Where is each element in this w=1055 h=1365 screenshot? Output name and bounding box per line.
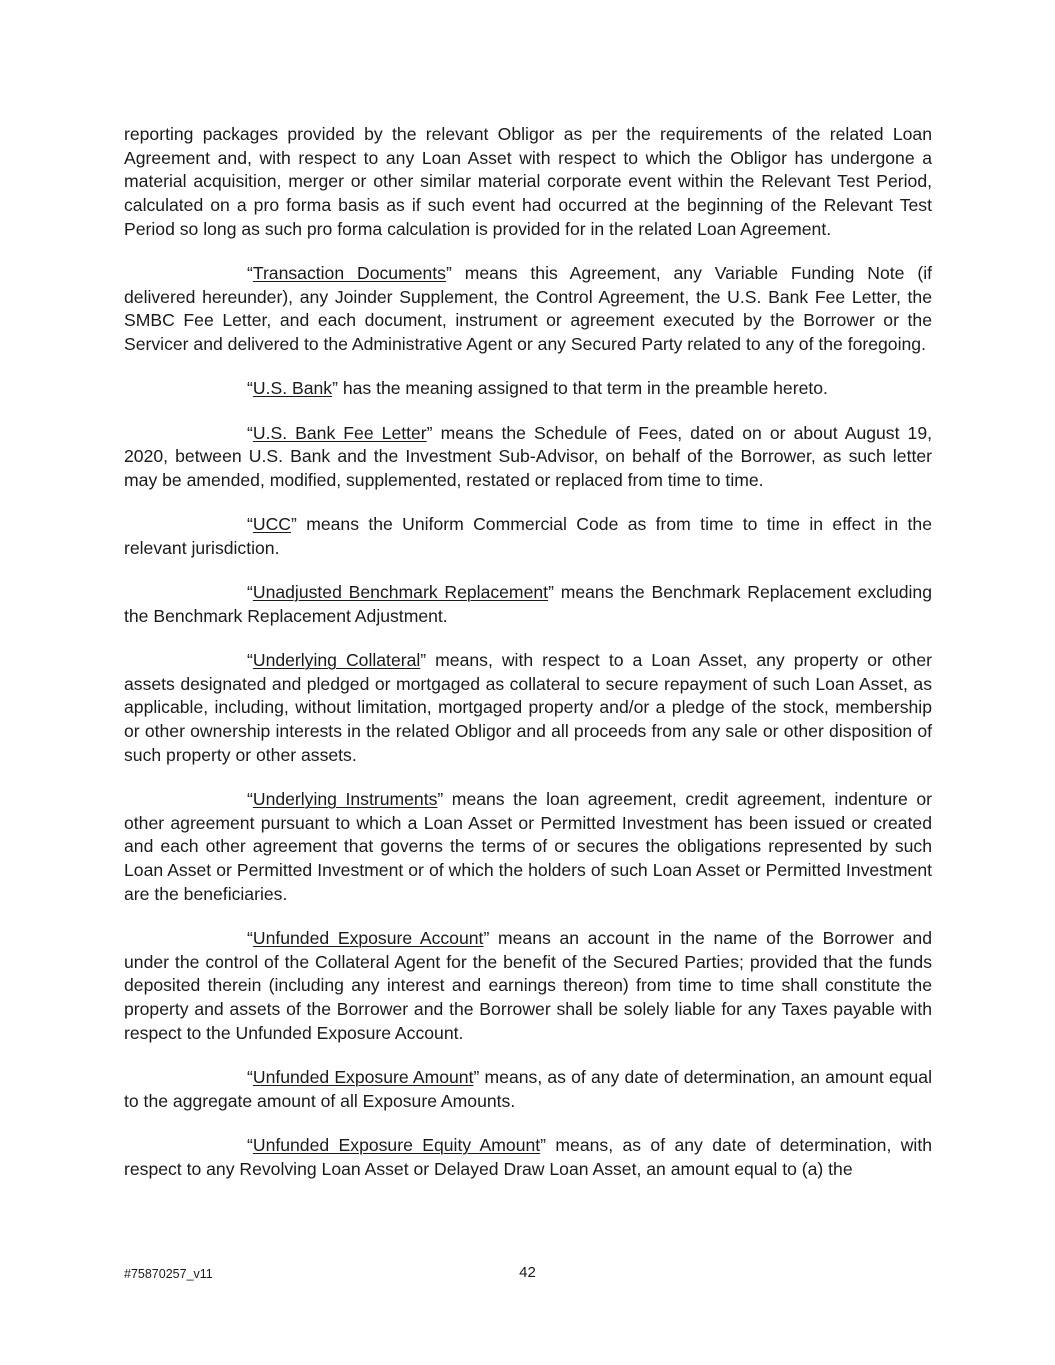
definition-ucc [124, 513, 932, 560]
definition-text: means the loan agreement, credit agreement, indenture or other agreement pursuant to which a Loan Asset or Permitted Investment has been issued or created and each other agreement that governs the terms of or secures the obligations represented by such Loan Asset or Permitted Investment or of which the holders of such Loan Asset or Permitted Investment are the beneficiaries. [124, 788, 932, 904]
definition-unfunded-exposure-account [124, 927, 932, 1046]
close-quote: ” [483, 927, 490, 948]
defined-term: U.S. Bank Fee Letter [252, 422, 427, 443]
definition-underlying-collateral [124, 649, 932, 768]
close-quote: ” [426, 422, 433, 443]
defined-term: Unfunded Exposure Equity Amount [252, 1134, 541, 1155]
definition-text: means, as of any date of determination, with respect to any Revolving Loan Asset or Delayed Draw Loan Asset, an amount equal to (a) the [124, 1134, 932, 1179]
definition-us-bank [124, 377, 932, 401]
close-quote: ” [445, 263, 452, 284]
defined-term: Unfunded Exposure Account [252, 927, 484, 948]
open-quote: “ [247, 1134, 253, 1155]
defined-term: U.S. Bank [252, 378, 333, 399]
close-quote: ” [332, 378, 338, 399]
definition-text: means, with respect to a Loan Asset, any property or other assets designated and pledged or mortgaged as collateral to secure repayment of such Loan Asset, as applicable, including, without limitation, mortgaged property and/or a pledge of the stock, membership or other ownership interests in the related Obligor and all proceeds from any sale or other disposition of such property or other assets. [124, 649, 932, 765]
close-quote: ” [420, 649, 427, 670]
close-quote: ” [473, 1067, 480, 1087]
defined-term: Unfunded Exposure Amount [252, 1067, 474, 1087]
definition-text: means the Uniform Commercial Code as from time to time in effect in the relevant jurisdiction. [124, 514, 932, 558]
defined-term: Unadjusted Benchmark Replacement [252, 582, 549, 603]
open-quote: “ [247, 1067, 253, 1087]
open-quote: “ [247, 649, 253, 670]
definition-unfunded-exposure-amount [124, 1066, 932, 1113]
open-quote: “ [247, 582, 253, 603]
open-quote: “ [247, 927, 253, 948]
definition-underlying-instruments [124, 788, 932, 907]
open-quote: “ [247, 263, 253, 284]
definition-unfunded-exposure-equity-amount [124, 1134, 932, 1181]
open-quote: “ [247, 378, 253, 399]
defined-term: Transaction Documents [252, 263, 446, 284]
document-body [124, 123, 932, 1202]
open-quote: “ [247, 422, 253, 443]
definition-text: means an account in the name of the Borrower and under the control of the Collateral Agent for the benefit of the Secured Parties; provided that the funds deposited therein (including any interest and earnings thereon) from time to time shall constitute the property and assets of the Borrower and the Borrower shall be solely liable for any Taxes payable with respect to the Unfunded Exposure Account. [124, 927, 932, 1043]
footer-page-number: 42 [519, 1264, 536, 1281]
continuation-paragraph: reporting packages provided by the relevant Obligor as per the requirements of the related Loan Agreement and, with respect to any Loan Asset with respect to which the Obligor has undergone a material acquisition, merger or other similar material corporate event within the Relevant Test Period, calculated on a pro forma basis as if such event had occurred at the beginning of the Relevant Test Period so long as such pro forma calculation is provided for in the related Loan Agreement. [124, 124, 932, 239]
definition-text: means the Schedule of Fees, dated on or about August 19, 2020, between U.S. Bank and the Investment Sub-Advisor, on behalf of the Borrower, as such letter may be amended, modified, supplemented, restated or replaced from time to time. [124, 422, 932, 490]
defined-term: Underlying Instruments [252, 788, 438, 809]
close-quote: ” [548, 582, 554, 603]
definition-text: means, as of any date of determination, an amount equal to the aggregate amount of all Exposure Amounts. [124, 1067, 932, 1111]
defined-term: UCC [252, 514, 291, 535]
close-quote: ” [437, 788, 444, 809]
close-quote: ” [540, 1134, 547, 1155]
definition-transaction-documents [124, 262, 932, 357]
open-quote: “ [247, 788, 253, 809]
definition-text: means the Benchmark Replacement excluding the Benchmark Replacement Adjustment. [124, 582, 933, 626]
definition-unadjusted-benchmark-replacement [124, 581, 932, 628]
footer-document-id: #75870257_v11 [124, 1267, 213, 1281]
open-quote: “ [247, 514, 253, 535]
defined-term: Underlying Collateral [252, 649, 421, 670]
definition-text: means this Agreement, any Variable Funding Note (if delivered hereunder), any Joinder Supplement, the Control Agreement, the U.S. Bank Fee Letter, the SMBC Fee Letter, and each document, instrument or agreement executed by the Borrower or the Servicer and delivered to the Administrative Agent or any Secured Party related to any of the foregoing. [124, 263, 932, 355]
definition-us-bank-fee-letter [124, 422, 932, 493]
close-quote: ” [290, 514, 297, 535]
definition-text: has the meaning assigned to that term in the preamble hereto. [337, 378, 828, 399]
